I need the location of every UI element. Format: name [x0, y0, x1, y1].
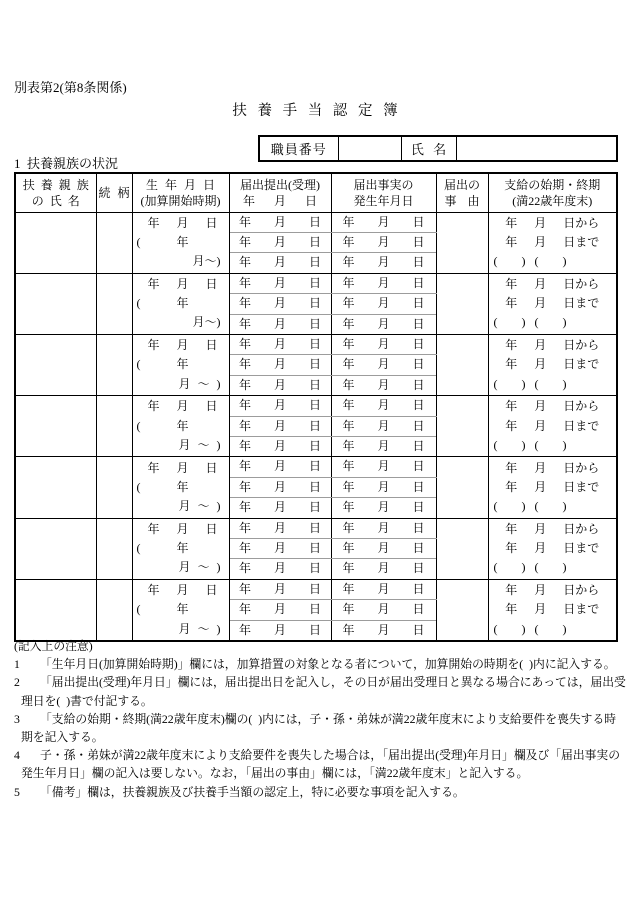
fact-date-cell: 年 月 日: [331, 294, 436, 314]
notification-reason-cell: [436, 457, 488, 518]
dependent-name-cell: [15, 334, 96, 395]
relationship-cell: [96, 579, 132, 641]
payment-period-cell: 年 月 日から 年 月 日まで ( ) ( ): [488, 457, 617, 518]
fact-date-cell: 年 月 日: [331, 212, 436, 232]
fact-date-cell: 年 月 日: [331, 579, 436, 599]
dependent-row: [15, 579, 617, 599]
dependent-row: [15, 457, 617, 477]
instruction-item: 5 「備考」欄は，扶養親族及び扶養手当額の認定上，特に必要な事項を記入する。: [14, 784, 465, 799]
birth-date-cell: 年 月 日 ( 年 月 ～ ): [132, 457, 229, 518]
fact-date-cell: 年 月 日: [331, 498, 436, 518]
dependent-row: [15, 518, 617, 538]
birth-date-cell: 年 月 日 ( 年 月 ～ ): [132, 396, 229, 457]
dependent-name-cell: [15, 212, 96, 273]
payment-period-cell: 年 月 日から 年 月 日まで ( ) ( ): [488, 212, 617, 273]
dependent-name-cell: [15, 457, 96, 518]
fact-date-cell: 年 月 日: [331, 620, 436, 641]
submission-date-cell: 年 月 日: [229, 314, 331, 334]
dependent-row: [15, 334, 617, 354]
relationship-cell: [96, 518, 132, 579]
header-fact-occurrence-date: 届出事実の 発生年月日: [331, 173, 436, 212]
instruction-item-continuation: 理日を( )書で付記する。: [21, 693, 153, 708]
relationship-cell: [96, 212, 132, 273]
submission-date-cell: 年 月 日: [229, 416, 331, 436]
notification-reason-cell: [436, 273, 488, 334]
payment-period-cell: 年 月 日から 年 月 日まで ( ) ( ): [488, 579, 617, 641]
header-birth-date: 生 年 月 日 (加算開始時期): [132, 173, 229, 212]
instruction-item-continuation: 発生年月日」欄の記入は要しない。なお，「届出の事由」欄には，「満22歳年度末」と記入する。: [21, 766, 529, 781]
birth-date-cell: 年 月 日 ( 年 月 ～ ): [132, 334, 229, 395]
payment-period-cell: 年 月 日から 年 月 日まで ( ) ( ): [488, 273, 617, 334]
employee-info-box: [258, 135, 618, 162]
submission-date-cell: 年 月 日: [229, 334, 331, 354]
notification-reason-cell: [436, 334, 488, 395]
submission-date-cell: 年 月 日: [229, 600, 331, 620]
header-submission-date: 届出提出(受理) 年 月 日: [229, 173, 331, 212]
employee-number-field: [338, 136, 401, 161]
employee-name-label: 氏 名: [401, 136, 456, 161]
form-title: 扶 養 手 当 認 定 簿: [232, 103, 398, 119]
submission-date-cell: 年 月 日: [229, 396, 331, 416]
fact-date-cell: 年 月 日: [331, 232, 436, 252]
table-header-row: [15, 173, 617, 212]
appendix-reference: 別表第2(第8条関係): [14, 80, 127, 95]
section-1-heading: 1 扶養親族の状況: [14, 156, 119, 171]
fact-date-cell: 年 月 日: [331, 334, 436, 354]
birth-date-cell: 年 月 日 ( 年 月 ～ ): [132, 579, 229, 641]
filling-instructions: [14, 637, 626, 801]
employee-number-label: 職員番号: [259, 136, 338, 161]
submission-date-cell: 年 月 日: [229, 375, 331, 395]
birth-date-cell: 年 月 日 ( 年 月 ～ ): [132, 518, 229, 579]
header-relationship: 続 柄: [96, 173, 132, 212]
payment-period-cell: 年 月 日から 年 月 日まで ( ) ( ): [488, 334, 617, 395]
dependent-name-cell: [15, 273, 96, 334]
submission-date-cell: 年 月 日: [229, 457, 331, 477]
notification-reason-cell: [436, 518, 488, 579]
payment-period-cell: 年 月 日から 年 月 日まで ( ) ( ): [488, 518, 617, 579]
dependent-name-cell: [15, 579, 96, 641]
header-dependent-name: 扶 養 親 族 の 氏 名: [15, 173, 96, 212]
dependents-table-body: [15, 212, 617, 641]
relationship-cell: [96, 396, 132, 457]
payment-period-cell: 年 月 日から 年 月 日まで ( ) ( ): [488, 396, 617, 457]
fact-date-cell: 年 月 日: [331, 253, 436, 273]
fact-date-cell: 年 月 日: [331, 375, 436, 395]
submission-date-cell: 年 月 日: [229, 294, 331, 314]
dependent-name-cell: [15, 518, 96, 579]
fact-date-cell: 年 月 日: [331, 457, 436, 477]
fact-date-cell: 年 月 日: [331, 518, 436, 538]
instructions-heading: (記入上の注意): [14, 639, 93, 653]
notification-reason-cell: [436, 579, 488, 641]
employee-name-field: [456, 136, 617, 161]
submission-date-cell: 年 月 日: [229, 477, 331, 497]
submission-date-cell: 年 月 日: [229, 518, 331, 538]
submission-date-cell: 年 月 日: [229, 232, 331, 252]
dependent-row: [15, 396, 617, 416]
fact-date-cell: 年 月 日: [331, 416, 436, 436]
fact-date-cell: 年 月 日: [331, 600, 436, 620]
instruction-item: 1 「生年月日(加算開始時期)」欄には，加算措置の対象となる者について，加算開始の時期を( )内に記入する。: [14, 657, 616, 672]
relationship-cell: [96, 273, 132, 334]
relationship-cell: [96, 334, 132, 395]
notification-reason-cell: [436, 212, 488, 273]
instruction-item: 4 子・孫・弟妹が満22歳年度末により支給要件を喪失した場合は，「届出提出(受理)年月日」欄及び「届出事実の: [14, 748, 621, 763]
fact-date-cell: 年 月 日: [331, 396, 436, 416]
submission-date-cell: 年 月 日: [229, 355, 331, 375]
relationship-cell: [96, 457, 132, 518]
submission-date-cell: 年 月 日: [229, 436, 331, 456]
fact-date-cell: 年 月 日: [331, 355, 436, 375]
header-payment-period: 支給の始期・終期 (満22歳年度末): [488, 173, 617, 212]
submission-date-cell: 年 月 日: [229, 253, 331, 273]
fact-date-cell: 年 月 日: [331, 273, 436, 293]
notification-reason-cell: [436, 396, 488, 457]
submission-date-cell: 年 月 日: [229, 559, 331, 579]
dependent-name-cell: [15, 396, 96, 457]
dependent-row: [15, 273, 617, 293]
fact-date-cell: 年 月 日: [331, 314, 436, 334]
birth-date-cell: 年 月 日 ( 年 月～): [132, 212, 229, 273]
header-notification-reason: 届出の 事 由: [436, 173, 488, 212]
submission-date-cell: 年 月 日: [229, 212, 331, 232]
submission-date-cell: 年 月 日: [229, 273, 331, 293]
submission-date-cell: 年 月 日: [229, 539, 331, 559]
submission-date-cell: 年 月 日: [229, 620, 331, 641]
fact-date-cell: 年 月 日: [331, 539, 436, 559]
fact-date-cell: 年 月 日: [331, 477, 436, 497]
fact-date-cell: 年 月 日: [331, 559, 436, 579]
instruction-item: 3 「支給の始期・終期(満22歳年度末)欄の( )内には，子・孫・弟妹が満22歳年度末により支給要件を喪失する時: [14, 711, 617, 726]
submission-date-cell: 年 月 日: [229, 498, 331, 518]
instruction-item: 2 「届出提出(受理)年月日」欄には，届出提出日を記入し，その日が届出受理日と異なる場合にあっては，届出受: [14, 675, 626, 690]
dependent-row: [15, 212, 617, 232]
fact-date-cell: 年 月 日: [331, 436, 436, 456]
instruction-item-continuation: 期を記入する。: [21, 730, 104, 745]
submission-date-cell: 年 月 日: [229, 579, 331, 599]
dependents-status-table: [14, 172, 618, 642]
birth-date-cell: 年 月 日 ( 年 月～): [132, 273, 229, 334]
